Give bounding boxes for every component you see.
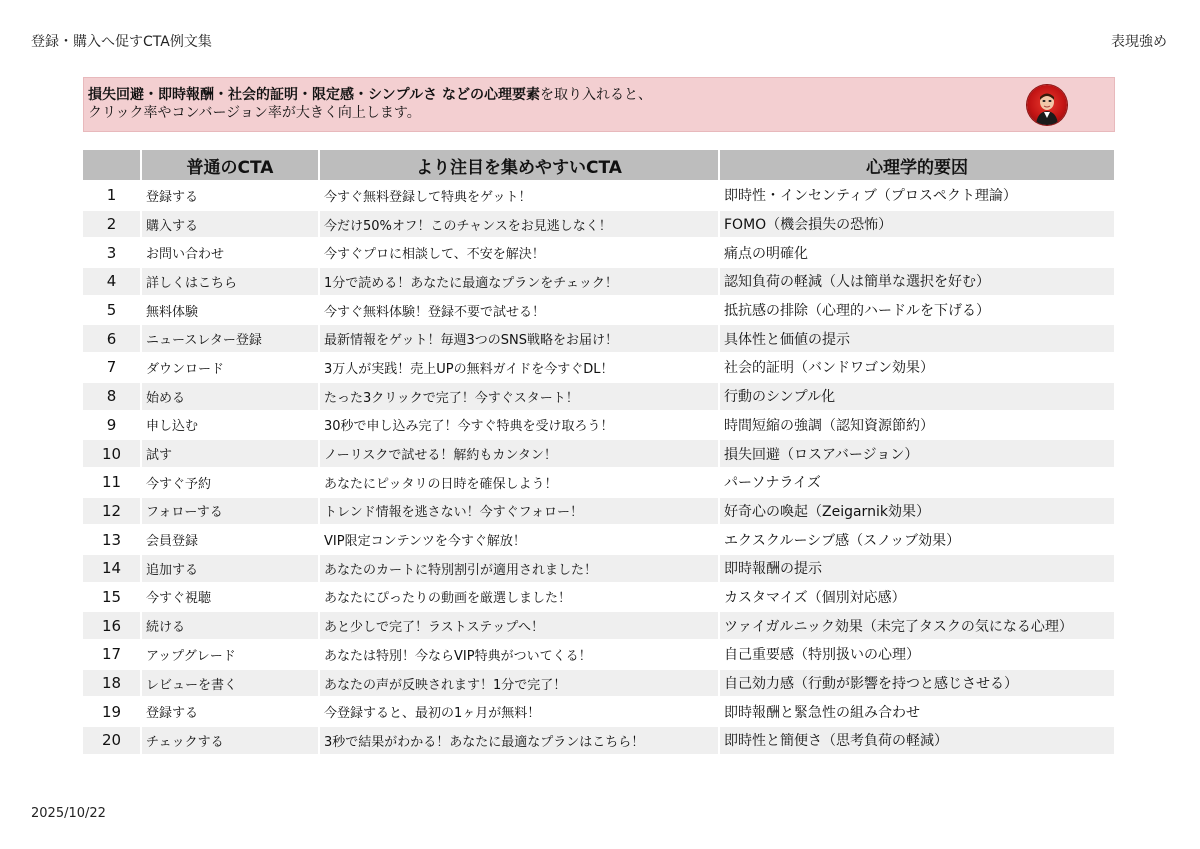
summary-callout	[83, 77, 1115, 132]
psychology-cell: 好奇心の喚起（Zeigarnik効果）	[719, 497, 1115, 526]
better-cta-cell: あなたにぴったりの動画を厳選しました！	[319, 583, 719, 612]
table-row	[83, 382, 1115, 411]
psychology-cell: 抵抗感の排除（心理的ハードルを下げる）	[719, 296, 1115, 325]
row-number: 10	[83, 439, 141, 468]
callout-line-1	[88, 86, 1114, 104]
psychology-cell: エクスクルーシブ感（スノッブ効果）	[719, 525, 1115, 554]
psychology-cell: 痛点の明確化	[719, 238, 1115, 267]
table-row	[83, 525, 1115, 554]
row-number: 13	[83, 525, 141, 554]
plain-cta-cell: レビューを書く	[141, 669, 319, 698]
row-number: 1	[83, 181, 141, 210]
table-row	[83, 554, 1115, 583]
plain-cta-cell: 会員登録	[141, 525, 319, 554]
table-row	[83, 583, 1115, 612]
table-row	[83, 611, 1115, 640]
better-cta-cell: 今すぐ無料体験！登録不要で試せる！	[319, 296, 719, 325]
row-number: 18	[83, 669, 141, 698]
plain-cta-cell: ニュースレター登録	[141, 324, 319, 353]
table-row	[83, 439, 1115, 468]
callout-text-after-bold: を取り入れると、	[539, 87, 652, 103]
better-cta-cell: 今すぐプロに相談して、不安を解決！	[319, 238, 719, 267]
row-number: 17	[83, 640, 141, 669]
table-row	[83, 296, 1115, 325]
table-row	[83, 411, 1115, 440]
table-row	[83, 726, 1115, 754]
row-number: 3	[83, 238, 141, 267]
page-tag: 表現強め	[1111, 34, 1167, 50]
psychology-cell: カスタマイズ（個別対応感）	[719, 583, 1115, 612]
plain-cta-cell: 登録する	[141, 697, 319, 726]
table-row	[83, 468, 1115, 497]
psychology-cell: 即時報酬の提示	[719, 554, 1115, 583]
callout-line-2: クリック率やコンバージョン率が大きく向上します。	[88, 105, 421, 121]
better-cta-cell: あなたにピッタリの日時を確保しよう！	[319, 468, 719, 497]
better-cta-cell: 3万人が実践！売上UPの無料ガイドを今すぐDL！	[319, 353, 719, 382]
row-number: 16	[83, 611, 141, 640]
table-header-row	[83, 150, 1115, 181]
row-number: 15	[83, 583, 141, 612]
plain-cta-cell: 追加する	[141, 554, 319, 583]
plain-cta-cell: フォローする	[141, 497, 319, 526]
plain-cta-cell: 試す	[141, 439, 319, 468]
row-number: 7	[83, 353, 141, 382]
plain-cta-cell: 購入する	[141, 210, 319, 239]
header-plain-cta: 普通のCTA	[141, 150, 319, 181]
header-psychology: 心理学的要因	[719, 150, 1115, 181]
table-row	[83, 238, 1115, 267]
table-row	[83, 324, 1115, 353]
psychology-cell: パーソナライズ	[719, 468, 1115, 497]
row-number: 19	[83, 697, 141, 726]
better-cta-cell: 最新情報をゲット！毎週3つのSNS戦略をお届け！	[319, 324, 719, 353]
row-number: 2	[83, 210, 141, 239]
header-better-cta: より注目を集めやすいCTA	[319, 150, 719, 181]
plain-cta-cell: 今すぐ視聴	[141, 583, 319, 612]
plain-cta-cell: 詳しくはこちら	[141, 267, 319, 296]
psychology-cell: 損失回避（ロスアバージョン）	[719, 439, 1115, 468]
better-cta-cell: あなたの声が反映されます！1分で完了！	[319, 669, 719, 698]
plain-cta-cell: 登録する	[141, 181, 319, 210]
row-number: 8	[83, 382, 141, 411]
plain-cta-cell: お問い合わせ	[141, 238, 319, 267]
plain-cta-cell: チェックする	[141, 726, 319, 754]
table-row	[83, 669, 1115, 698]
table-row	[83, 210, 1115, 239]
avatar-face-icon	[1027, 85, 1067, 125]
better-cta-cell: 今だけ50%オフ！このチャンスをお見逃しなく！	[319, 210, 719, 239]
table-row	[83, 181, 1115, 210]
plain-cta-cell: 続ける	[141, 611, 319, 640]
row-number: 4	[83, 267, 141, 296]
cta-table	[83, 150, 1116, 754]
psychology-cell: 時間短縮の強調（認知資源節約）	[719, 411, 1115, 440]
row-number: 14	[83, 554, 141, 583]
better-cta-cell: ノーリスクで試せる！解約もカンタン！	[319, 439, 719, 468]
header-number	[83, 150, 141, 181]
better-cta-cell: 30秒で申し込み完了！今すぐ特典を受け取ろう！	[319, 411, 719, 440]
row-number: 9	[83, 411, 141, 440]
better-cta-cell: あなたは特別！今ならVIP特典がついてくる！	[319, 640, 719, 669]
row-number: 20	[83, 726, 141, 754]
psychology-cell: 社会的証明（バンドワゴン効果）	[719, 353, 1115, 382]
plain-cta-cell: 無料体験	[141, 296, 319, 325]
psychology-cell: 自己効力感（行動が影響を持つと感じさせる）	[719, 669, 1115, 698]
psychology-cell: ツァイガルニック効果（未完了タスクの気になる心理）	[719, 611, 1115, 640]
row-number: 12	[83, 497, 141, 526]
avatar-icon	[1027, 85, 1067, 125]
psychology-cell: FOMO（機会損失の恐怖）	[719, 210, 1115, 239]
table-row	[83, 697, 1115, 726]
table-row	[83, 497, 1115, 526]
plain-cta-cell: 今すぐ予約	[141, 468, 319, 497]
plain-cta-cell: 始める	[141, 382, 319, 411]
callout-bold-text: 損失回避・即時報酬・社会的証明・限定感・シンプルさ などの心理要素	[88, 87, 540, 103]
better-cta-cell: 3秒で結果がわかる！あなたに最適なプランはこちら！	[319, 726, 719, 754]
table-row	[83, 640, 1115, 669]
psychology-cell: 即時性・インセンティブ（プロスペクト理論）	[719, 181, 1115, 210]
plain-cta-cell: 申し込む	[141, 411, 319, 440]
better-cta-cell: 今登録すると、最初の1ヶ月が無料！	[319, 697, 719, 726]
better-cta-cell: VIP限定コンテンツを今すぐ解放！	[319, 525, 719, 554]
page-title: 登録・購入へ促すCTA例文集	[31, 34, 212, 50]
plain-cta-cell: アップグレード	[141, 640, 319, 669]
psychology-cell: 認知負荷の軽減（人は簡単な選択を好む）	[719, 267, 1115, 296]
better-cta-cell: あなたのカートに特別割引が適用されました！	[319, 554, 719, 583]
psychology-cell: 即時報酬と緊急性の組み合わせ	[719, 697, 1115, 726]
psychology-cell: 行動のシンプル化	[719, 382, 1115, 411]
better-cta-cell: トレンド情報を逃さない！今すぐフォロー！	[319, 497, 719, 526]
better-cta-cell: 1分で読める！あなたに最適なプランをチェック！	[319, 267, 719, 296]
row-number: 5	[83, 296, 141, 325]
table-body	[83, 181, 1115, 754]
row-number: 11	[83, 468, 141, 497]
better-cta-cell: たった3クリックで完了！今すぐスタート！	[319, 382, 719, 411]
psychology-cell: 即時性と簡便さ（思考負荷の軽減）	[719, 726, 1115, 754]
psychology-cell: 具体性と価値の提示	[719, 324, 1115, 353]
footer-date: 2025/10/22	[31, 806, 106, 821]
better-cta-cell: 今すぐ無料登録して特典をゲット！	[319, 181, 719, 210]
row-number: 6	[83, 324, 141, 353]
table-row	[83, 353, 1115, 382]
better-cta-cell: あと少しで完了！ラストステップへ！	[319, 611, 719, 640]
plain-cta-cell: ダウンロード	[141, 353, 319, 382]
psychology-cell: 自己重要感（特別扱いの心理）	[719, 640, 1115, 669]
table-row	[83, 267, 1115, 296]
